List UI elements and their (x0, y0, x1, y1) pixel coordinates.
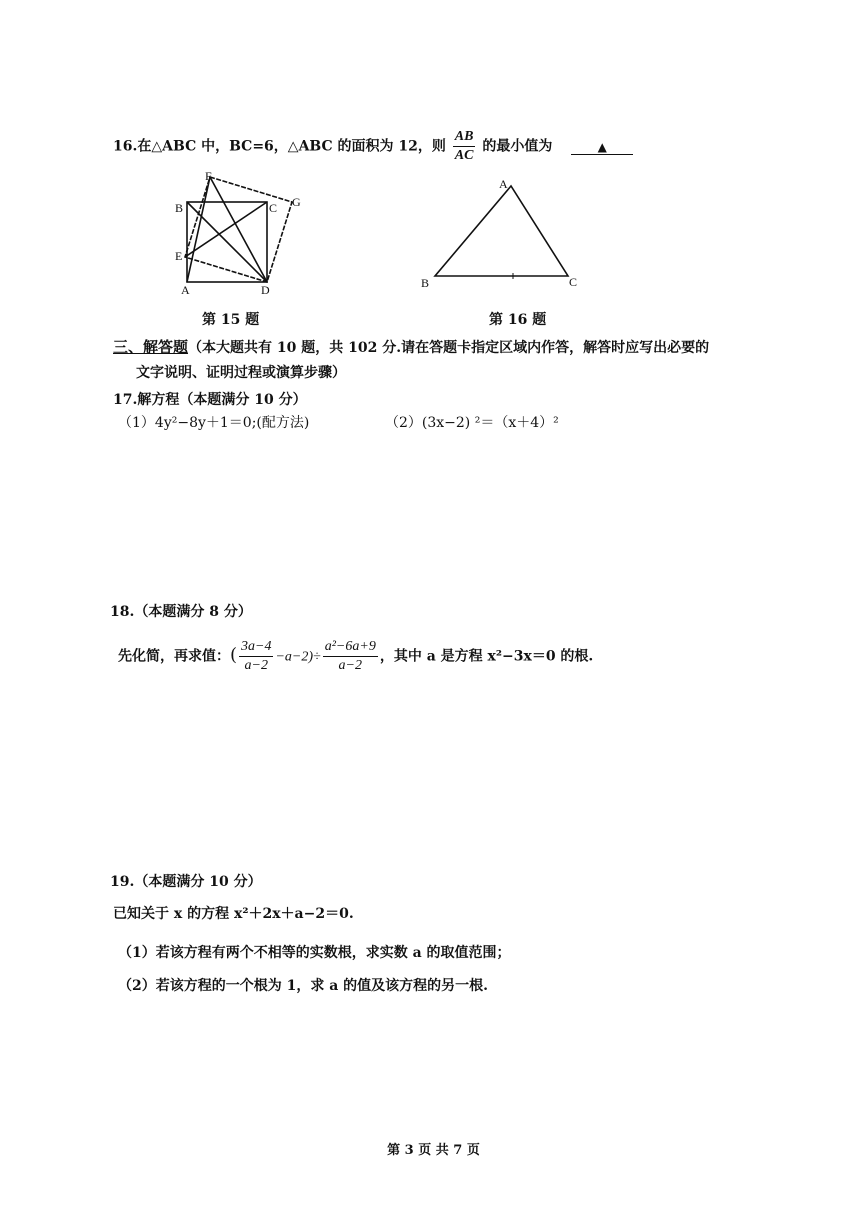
q16-fraction (453, 128, 476, 165)
q16-prefix: 16.在△ABC 中，BC=6，△ABC 的面积为 12，则 (113, 138, 446, 155)
question-19-part1: （1）若该方程有两个不相等的实数根，求实数 a 的取值范围； (118, 945, 511, 961)
question-18-expression (118, 638, 593, 675)
section-3-heading (113, 336, 709, 357)
question-17-part1: （1）4y²−8y＋1＝0;(配方法) (118, 415, 310, 431)
segment-ce (185, 202, 267, 257)
page-footer: 第 3 页 共 7 页 (387, 1143, 480, 1158)
segment-fa (187, 177, 210, 282)
label-c: C (269, 201, 278, 215)
answer-blank (571, 140, 633, 155)
label-a: A (181, 283, 190, 297)
question-19-title: 19.（本题满分 10 分） (110, 874, 262, 890)
q16-suffix: 的最小值为 (482, 138, 553, 155)
label-e: E (175, 249, 183, 263)
q18-fraction-1-denominator: a−2 (244, 658, 268, 673)
q18-open-paren: ( (230, 644, 238, 666)
triangle-abc (435, 186, 568, 276)
q16-fraction-denominator: AC (454, 148, 474, 163)
section-3-desc-line2: 文字说明、证明过程或演算步骤） (136, 365, 346, 381)
q18-middle: −a−2)÷ (275, 649, 321, 665)
section-3-title: 三、解答题 (113, 338, 189, 356)
question-17-part2: （2）(3x−2) ²＝（x＋4）² (385, 415, 559, 431)
question-19-stem: 已知关于 x 的方程 x²＋2x＋a−2＝0. (113, 906, 354, 922)
label-g: G (292, 195, 301, 209)
q16-fraction-numerator: AB (453, 128, 476, 147)
q18-tail: ，其中 a 是方程 x²−3x＝0 的根. (379, 648, 594, 665)
label-d: D (261, 283, 270, 297)
label-b: B (421, 276, 430, 290)
q18-fraction-2-denominator: a−2 (338, 658, 362, 673)
figure-16-diagram (415, 170, 595, 295)
section-3-desc-line1: （本大题共有 10 题，共 102 分.请在答题卡指定区域内作答，解答时应写出必要的 (188, 340, 710, 356)
figure-16-caption: 第 16 题 (489, 312, 547, 328)
figure-15-caption: 第 15 题 (202, 312, 260, 328)
label-b: B (175, 201, 184, 215)
question-18-title: 18.（本题满分 8 分） (110, 604, 252, 620)
question-19-part2: （2）若该方程的一个根为 1，求 a 的值及该方程的另一根. (118, 978, 489, 994)
label-c: C (569, 275, 578, 289)
q18-lead: 先化简，再求值： (118, 648, 230, 665)
figure-15-diagram (165, 160, 325, 300)
segment-fd (210, 177, 267, 282)
q18-fraction-2-numerator: a²−6a+9 (323, 638, 378, 657)
label-a: A (499, 177, 508, 191)
q18-fraction-1-numerator: 3a−4 (239, 638, 273, 657)
q18-fraction-2 (323, 638, 378, 675)
label-f: F (205, 169, 212, 183)
question-17-title: 17.解方程（本题满分 10 分） (113, 392, 307, 408)
q18-fraction-1 (239, 638, 273, 675)
blank-triangle-mark: ▲ (597, 139, 607, 154)
